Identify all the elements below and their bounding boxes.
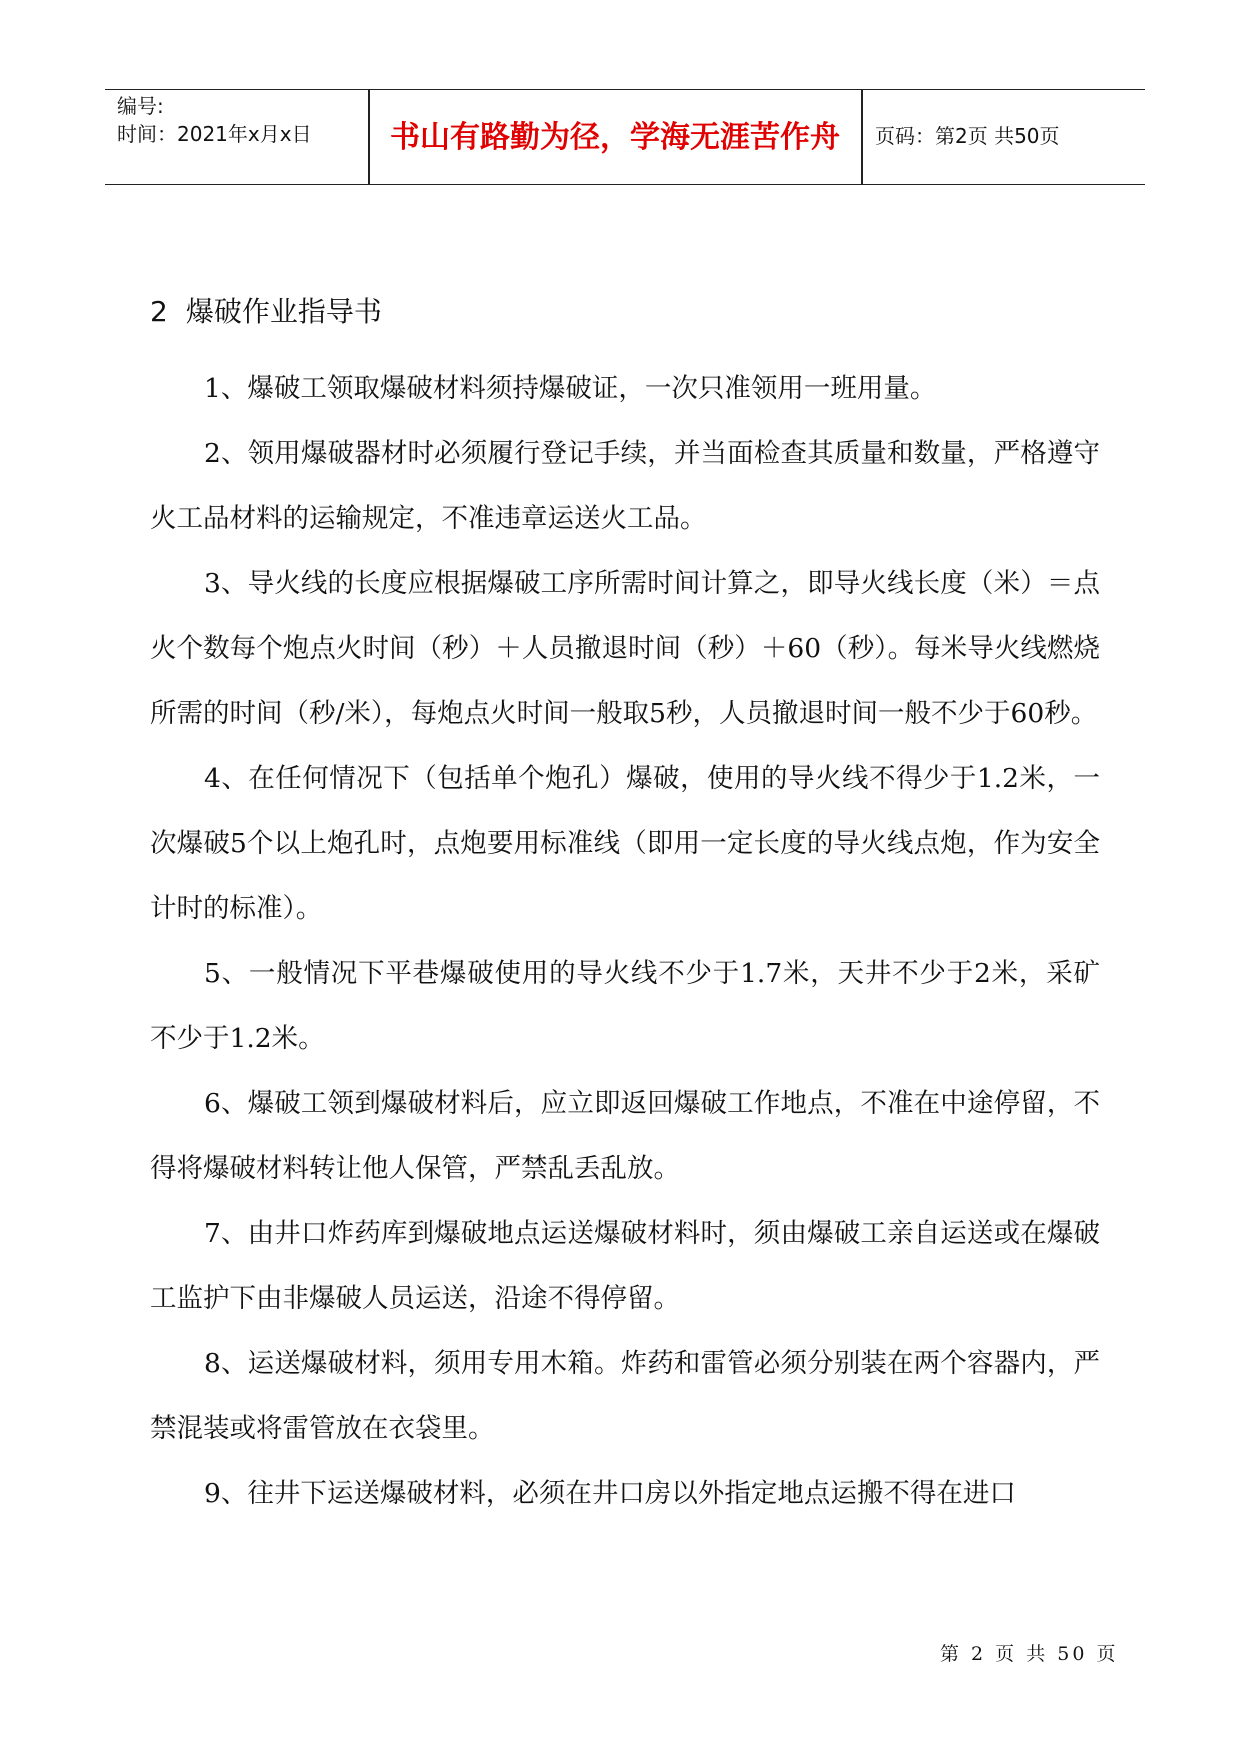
document-body xyxy=(150,356,1100,1526)
paragraph: 8、运送爆破材料，须用专用木箱。炸药和雷管必须分别装在两个容器内，严禁混装或将雷管放在衣袋里。 xyxy=(150,1348,1100,1444)
paragraph: 2、领用爆破器材时必须履行登记手续，并当面检查其质量和数量，严格遵守火工品材料的运输规定，不准违章运送火工品。 xyxy=(150,438,1100,534)
page-footer: 第 2 页 共 50 页 xyxy=(940,1643,1119,1665)
page-header xyxy=(105,89,1145,185)
paragraph: 5、一般情况下平巷爆破使用的导火线不少于1.7米，天井不少于2米，采矿不少于1.2米。 xyxy=(150,958,1100,1054)
header-motto: 书山有路勤为径，学海无涯苦作舟 xyxy=(390,120,840,155)
paragraph: 6、爆破工领到爆破材料后，应立即返回爆破工作地点，不准在中途停留，不得将爆破材料转让他人保管，严禁乱丢乱放。 xyxy=(150,1088,1100,1184)
header-divider xyxy=(861,90,863,184)
paragraph: 9、往井下运送爆破材料，必须在井口房以外指定地点运搬不得在进口 xyxy=(204,1478,1016,1509)
paragraph: 3、导火线的长度应根据爆破工序所需时间计算之，即导火线长度（米）＝点火个数每个炮点火时间（秒）＋人员撤退时间（秒）＋60（秒）。每米导火线燃烧所需的时间（秒/米），每炮点火时间一般取5秒，人员撤退时间一般不少于60秒。 xyxy=(150,568,1100,729)
paragraph: 1、爆破工领取爆破材料须持爆破证，一次只准领用一班用量。 xyxy=(204,373,937,404)
serial-number-label: 编号: xyxy=(117,94,164,118)
section-title xyxy=(150,292,382,332)
paragraph: 7、由井口炸药库到爆破地点运送爆破材料时，须由爆破工亲自运送或在爆破工监护下由非爆破人员运送，沿途不得停留。 xyxy=(150,1218,1100,1314)
section-number: 2 xyxy=(150,295,168,328)
time-label: 时间：2021年x月x日 xyxy=(117,122,312,146)
header-meta xyxy=(117,92,367,148)
section-title-text: 爆破作业指导书 xyxy=(185,295,382,328)
paragraph: 4、在任何情况下（包括单个炮孔）爆破，使用的导火线不得少于1.2米，一次爆破5个以上炮孔时，点炮要用标准线（即用一定长度的导火线点炮，作为安全计时的标准）。 xyxy=(150,763,1100,924)
header-page-info: 页码：第2页 共50页 xyxy=(875,124,1060,148)
